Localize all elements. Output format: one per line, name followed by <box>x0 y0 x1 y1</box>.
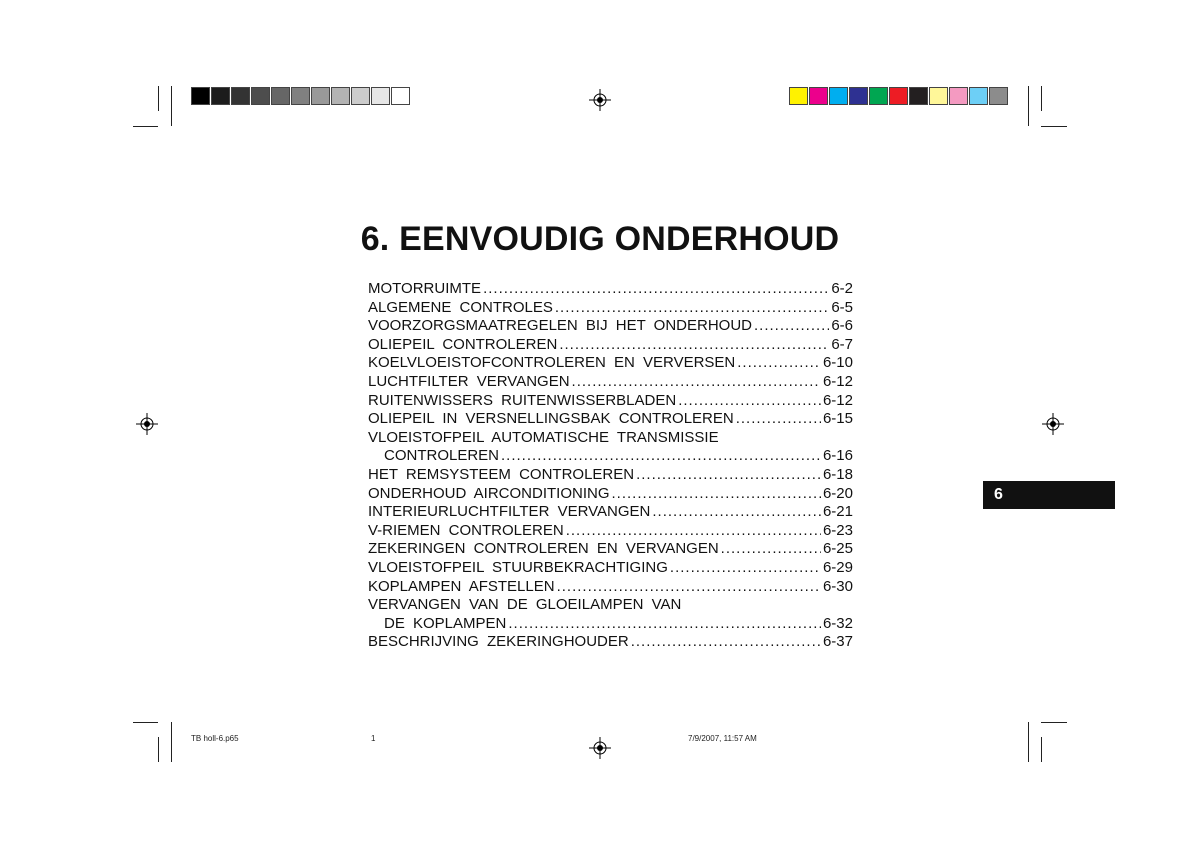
gray-swatch <box>271 87 290 105</box>
toc-entry-page: 6-30 <box>822 577 853 595</box>
toc-entry <box>368 633 853 652</box>
toc-entry-label: VOORZORGSMAATREGELEN BIJ HET ONDERHOUD <box>368 317 752 335</box>
toc-entry-page: 6-5 <box>831 298 853 316</box>
color-swatch <box>809 87 828 105</box>
toc-entry-page: 6-6 <box>831 317 853 335</box>
toc-entry <box>368 373 853 392</box>
toc-entry-label: BESCHRIJVING ZEKERINGHOUDER <box>368 633 629 651</box>
toc-leader-dots <box>572 373 821 392</box>
toc-entry-page: 6-32 <box>822 614 853 632</box>
toc-entry-label: KOPLAMPEN AFSTELLEN <box>368 577 555 595</box>
toc-entry-page: 6-16 <box>822 447 853 465</box>
table-of-contents <box>368 280 853 652</box>
toc-entry-label: OLIEPEIL CONTROLEREN <box>368 335 558 353</box>
toc-leader-dots <box>555 299 829 318</box>
toc-leader-dots <box>670 559 821 578</box>
toc-entry-page: 6-18 <box>822 465 853 483</box>
toc-entry-label: INTERIEURLUCHTFILTER VERVANGEN <box>368 503 651 521</box>
gray-swatch <box>191 87 210 105</box>
toc-entry-label: MOTORRUIMTE <box>368 280 482 297</box>
toc-entry-label: VLOEISTOFPEIL STUURBEKRACHTIGING <box>368 558 668 576</box>
color-swatch <box>949 87 968 105</box>
toc-entry <box>368 466 853 485</box>
color-swatch <box>989 87 1008 105</box>
color-swatch <box>869 87 888 105</box>
toc-entry <box>368 317 853 336</box>
toc-entry-label: ONDERHOUD AIRCONDITIONING <box>368 484 610 502</box>
gray-swatch <box>211 87 230 105</box>
toc-entry-label: ZEKERINGEN CONTROLEREN EN VERVANGEN <box>368 540 719 558</box>
toc-entry-page: 6-21 <box>822 503 853 521</box>
toc-entry <box>368 354 853 373</box>
registration-mark-left-icon <box>136 413 158 435</box>
toc-leader-dots <box>508 615 821 634</box>
toc-entry-label: LUCHTFILTER VERVANGEN <box>368 372 570 390</box>
toc-entry-label: DE KOPLAMPEN <box>384 614 507 632</box>
color-swatch <box>969 87 988 105</box>
gray-swatch <box>291 87 310 105</box>
toc-leader-dots <box>636 466 821 485</box>
gray-swatch <box>251 87 270 105</box>
gray-swatch <box>331 87 350 105</box>
toc-entry <box>368 578 853 597</box>
toc-leader-dots <box>631 633 821 652</box>
toc-entry-page: 6-12 <box>822 391 853 409</box>
color-swatch <box>829 87 848 105</box>
registration-mark-top-icon <box>589 89 611 111</box>
footer-datetime: 7/9/2007, 11:57 AM <box>688 734 757 743</box>
toc-entry <box>368 336 853 355</box>
gray-swatch <box>351 87 370 105</box>
toc-leader-dots <box>754 317 829 336</box>
toc-leader-dots <box>737 354 821 373</box>
toc-entry-label: V-RIEMEN CONTROLEREN <box>368 521 564 539</box>
toc-leader-dots <box>557 578 821 597</box>
toc-entry <box>368 559 853 578</box>
registration-mark-right-icon <box>1042 413 1064 435</box>
toc-entry-label: KOELVLOEISTOFCONTROLEREN EN VERVERSEN <box>368 354 736 372</box>
color-swatch <box>889 87 908 105</box>
gray-swatch <box>371 87 390 105</box>
gray-swatch-bar <box>191 87 411 105</box>
color-swatch-bar <box>789 87 1009 105</box>
toc-leader-dots <box>721 540 821 559</box>
page-title: 6. EENVOUDIG ONDERHOUD <box>360 220 840 258</box>
toc-entry <box>368 280 853 299</box>
toc-entry-label: OLIEPEIL IN VERSNELLINGSBAK CONTROLEREN <box>368 410 734 428</box>
toc-entry-page: 6-15 <box>822 410 853 428</box>
toc-entry <box>368 540 853 559</box>
toc-leader-dots <box>652 503 821 522</box>
toc-entry <box>368 447 853 466</box>
toc-entry <box>368 615 853 634</box>
footer-filename: TB holl-6.p65 <box>191 734 239 743</box>
toc-entry <box>368 410 853 429</box>
toc-entry-page: 6-12 <box>822 372 853 390</box>
toc-entry <box>368 485 853 504</box>
toc-entry-page: 6-2 <box>831 280 853 297</box>
toc-leader-dots <box>483 280 829 299</box>
toc-entry <box>368 503 853 522</box>
toc-entry-page: 6-23 <box>822 521 853 539</box>
registration-mark-bottom-icon <box>589 737 611 759</box>
toc-entry-page: 6-37 <box>822 633 853 651</box>
toc-entry-label: ALGEMENE CONTROLES <box>368 298 553 316</box>
gray-swatch <box>391 87 410 105</box>
toc-entry <box>368 299 853 318</box>
toc-entry-label: HET REMSYSTEEM CONTROLEREN <box>368 465 635 483</box>
toc-leader-dots <box>559 336 829 355</box>
color-swatch <box>929 87 948 105</box>
toc-leader-dots <box>678 392 821 411</box>
toc-entry-page: 6-20 <box>822 484 853 502</box>
footer-page-number: 1 <box>371 734 376 743</box>
toc-entry-label: VLOEISTOFPEIL AUTOMATISCHE TRANSMISSIE <box>368 428 719 446</box>
gray-swatch <box>311 87 330 105</box>
chapter-tab: 6 <box>983 481 1115 509</box>
toc-entry-page: 6-7 <box>831 335 853 353</box>
toc-entry <box>368 596 853 615</box>
color-swatch <box>909 87 928 105</box>
toc-entry-label: CONTROLEREN <box>384 447 500 465</box>
color-swatch <box>789 87 808 105</box>
toc-entry-page: 6-29 <box>822 558 853 576</box>
toc-leader-dots <box>736 410 821 429</box>
toc-entry-label: VERVANGEN VAN DE GLOEILAMPEN VAN <box>368 596 682 614</box>
toc-entry-page: 6-25 <box>822 540 853 558</box>
toc-entry <box>368 429 853 448</box>
toc-entry-page: 6-10 <box>822 354 853 372</box>
toc-entry <box>368 522 853 541</box>
color-swatch <box>849 87 868 105</box>
toc-entry <box>368 392 853 411</box>
gray-swatch <box>231 87 250 105</box>
toc-leader-dots <box>612 485 821 504</box>
toc-leader-dots <box>566 522 821 541</box>
toc-entry-label: RUITENWISSERS RUITENWISSERBLADEN <box>368 391 677 409</box>
toc-leader-dots <box>501 447 821 466</box>
